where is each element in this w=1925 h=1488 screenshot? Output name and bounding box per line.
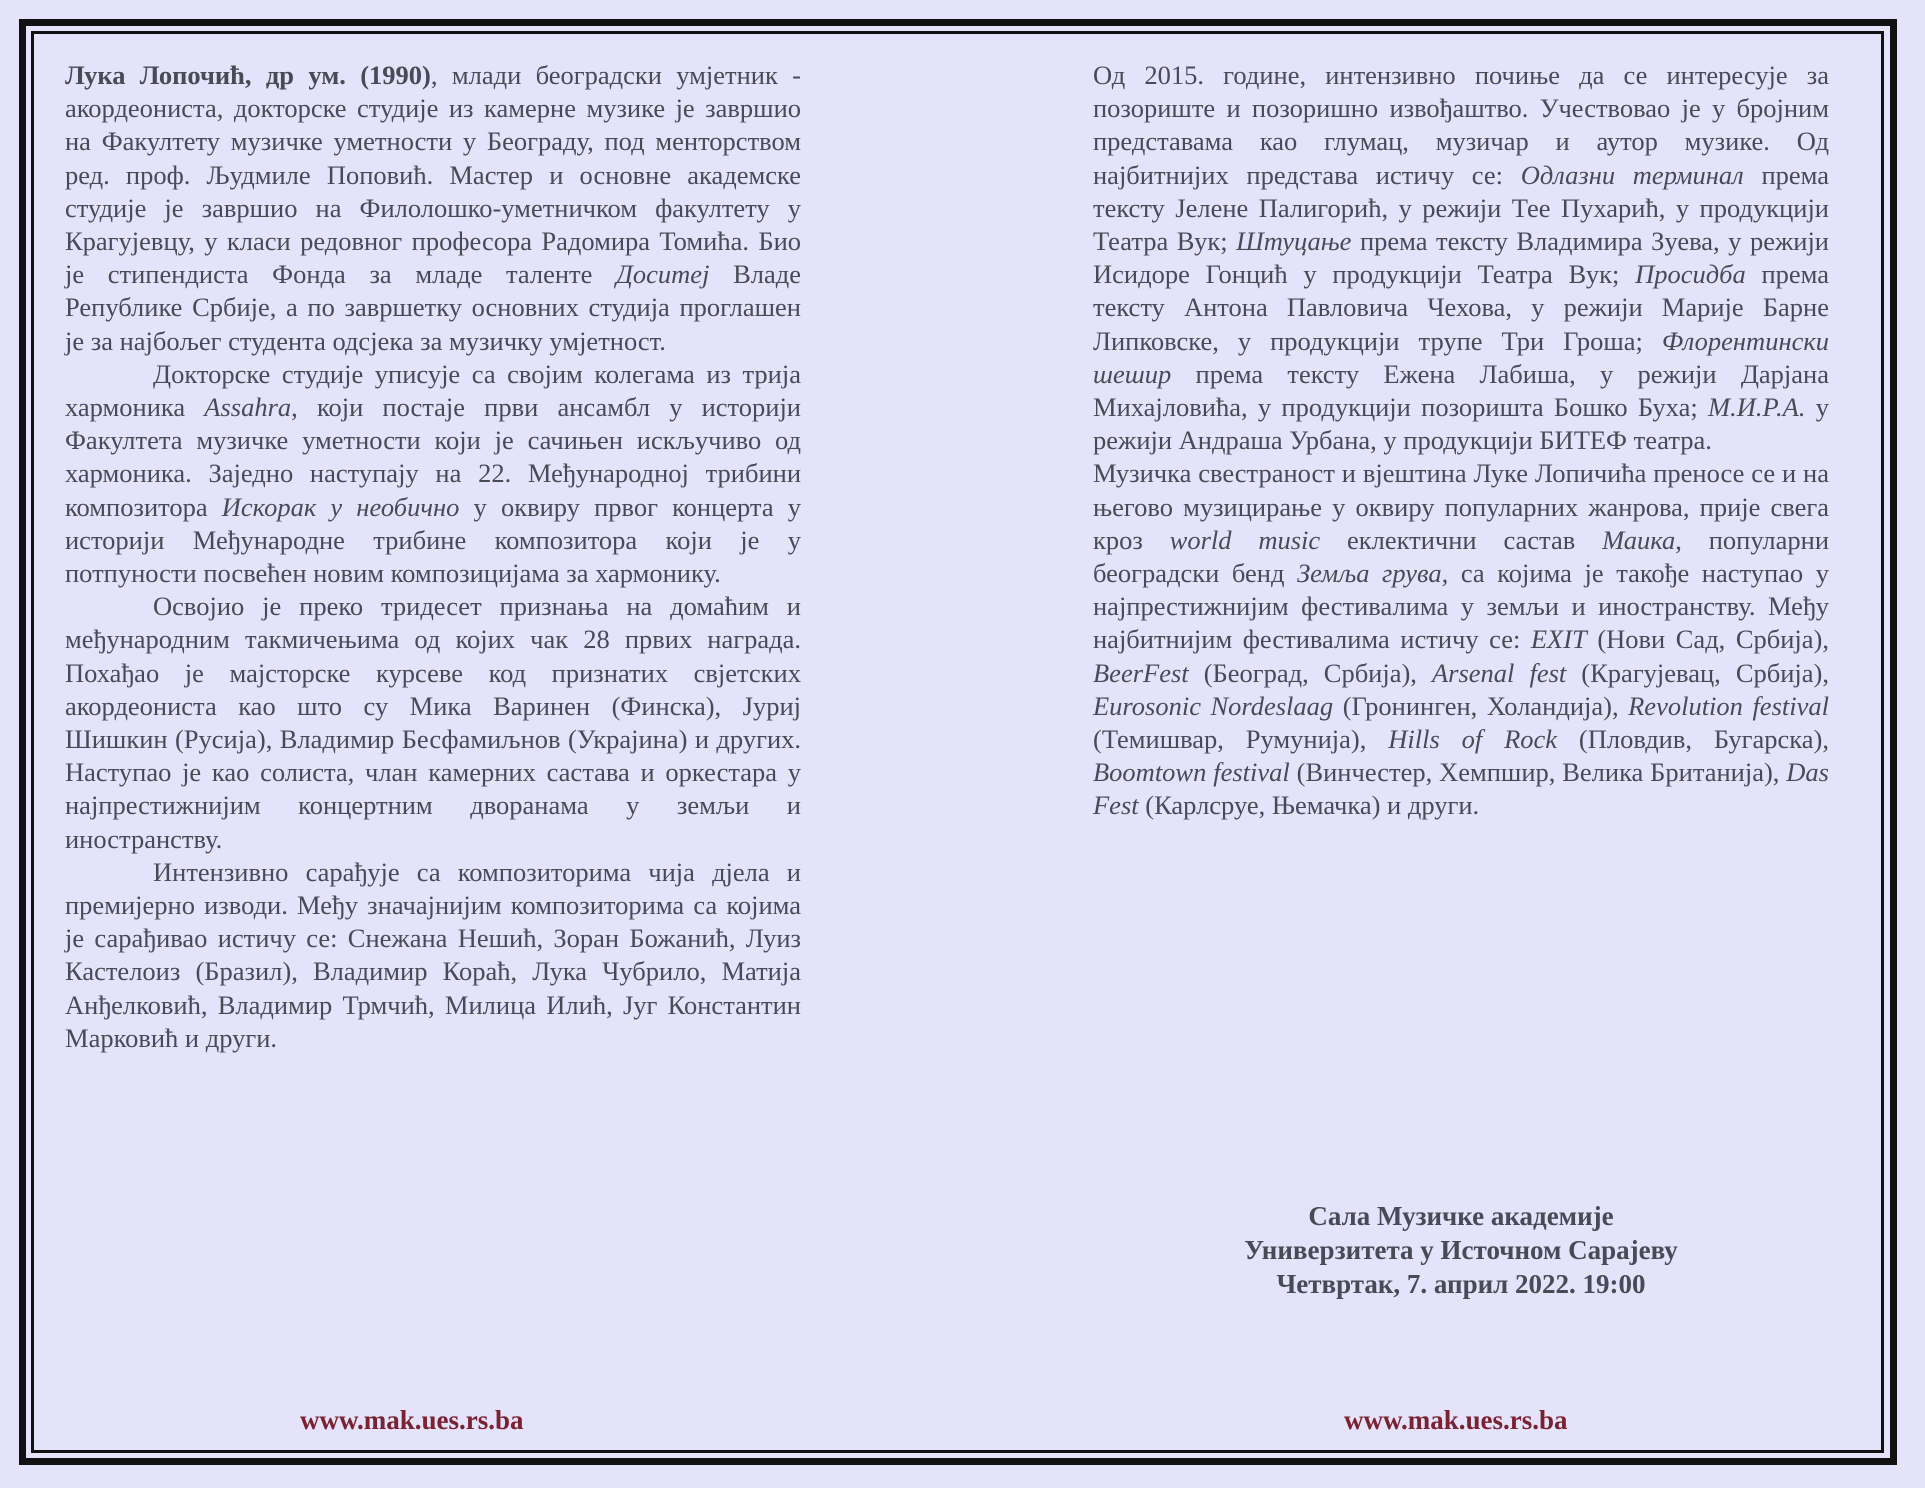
venue-university: Универзитета у Источном Сарајеву xyxy=(1244,1235,1678,1265)
artist-name: Лука Лопочић, др ум. (1990) xyxy=(65,60,431,90)
popular-music-paragraph: Музичка свестраност и вјештина Луке Лопичића преносе се и на његово музицирање у оквиру популарних жанрова, прије свега кроз world music еклектични састав Маика, популарни београдски бенд Земља грува, са којима је такође наступао у најпрестижнијим фестивалима у земљи и иностранству. Међу најбитнијим фестивалима истичу се: EXIT (Нови Сад, Србија), BeerFest (Београд, Србија), Arsenal fest (Крагујевац, Србија), Eurosonic Nordeslaag (Гронинген, Холандија), Revolution festival (Темишвар, Румунија), Hills of Rock (Пловдив, Бугарска), Boomtown festival (Винчестер, Хемпшир, Велика Британија), Das Fest (Карлсруе, Њемачка) и други. xyxy=(1093,458,1830,821)
biography-paragraph-3: Освојио је преко тридесет признања на домаћим и међународним такмичењима од којих чак 28 првих награда. Похађао је мајсторске курсеве код признатих свјетских акордеониста као што су Мика Варинен (Финска), Јуриј Шишкин (Русија), Владимир Бесфамиљнов (Украјина) и других. Наступао је као солиста, члан камерних састава и оркестара у најпрестижнијим концертним дворанама у земљи и иностранству. xyxy=(65,591,801,854)
event-datetime: Четвртак, 7. април 2022. 19:00 xyxy=(1276,1269,1646,1299)
website-link-left[interactable]: www.mak.ues.rs.ba xyxy=(300,1405,524,1435)
left-column xyxy=(65,59,801,1055)
website-link-right[interactable]: www.mak.ues.rs.ba xyxy=(1344,1405,1568,1435)
right-column xyxy=(1093,59,1829,823)
biography-paragraph-4: Интензивно сарађује са композиторима чија дјела и премијерно изводи. Међу значајнијим композиторима са којима је сарађивао истичу се: Снежана Нешић, Зоран Божанић, Луиз Кастелоиз (Бразил), Владимир Кораћ, Лука Чубрило, Матија Анђелковић, Владимир Трмчић, Милица Илић, Југ Константин Марковић и други. xyxy=(65,856,801,1053)
venue-info xyxy=(1093,1199,1829,1301)
theatre-paragraph: Од 2015. године, интензивно почиње да се интересује за позориште и позоришно извођаштво. Учествовао је у бројним представама као глумац, музичар и аутор музике. Од најбитнијих представа истичу се: Одлазни терминал према тексту Јелене Палигорић, у режији Тее Пухарић, у продукцији Театра Вук; Штуцање према тексту Владимира Зуева, у режији Исидоре Гонцић у продукцији Театра Вук; Просидба према тексту Антона Павловича Чехова, у режији Марије Барне Липковске, у продукцији трупе Три Гроша; Флорентински шешир према тексту Ежена Лабиша, у режији Дарјана Михајловића, у продукцији позоришта Бошко Буха; М.И.Р.А. у режији Андраша Урбана, у продукцији БИТЕФ театра. xyxy=(1093,60,1829,456)
venue-hall: Сала Музичке академије xyxy=(1308,1201,1614,1231)
biography-paragraph-2: Докторске студије уписује са својим колегама из трија хармоника Assahra, који постаје први ансамбл у историји Факултета музичке уметности који је сачињен искључиво од хармоника. Заједно наступају на 22. Међународној трибини композитора Искорак у необично у оквиру првог концерта у историји Међународне трибине композитора који је у потпуности посвећен новим композицијама за хармонику. xyxy=(65,358,801,589)
biography-paragraph-1: Лука Лопочић, др ум. (1990), млади београдски умјетник - акордеониста, докторске студије из камерне музике је завршио на Факултету музичке уметности у Београду, под менторством ред. проф. Људмиле Поповић. Мастер и основне академске студије је завршио на Филолошко-уметничком факултету у Крагујевцу, у класи редовног професора Радомира Томића. Био је стипендиста Фонда за младе таленте Доситеј Владе Републике Србије, а по завршетку основних студија проглашен је за најбољег студента одсјека за музичку умјетност. xyxy=(65,60,801,356)
